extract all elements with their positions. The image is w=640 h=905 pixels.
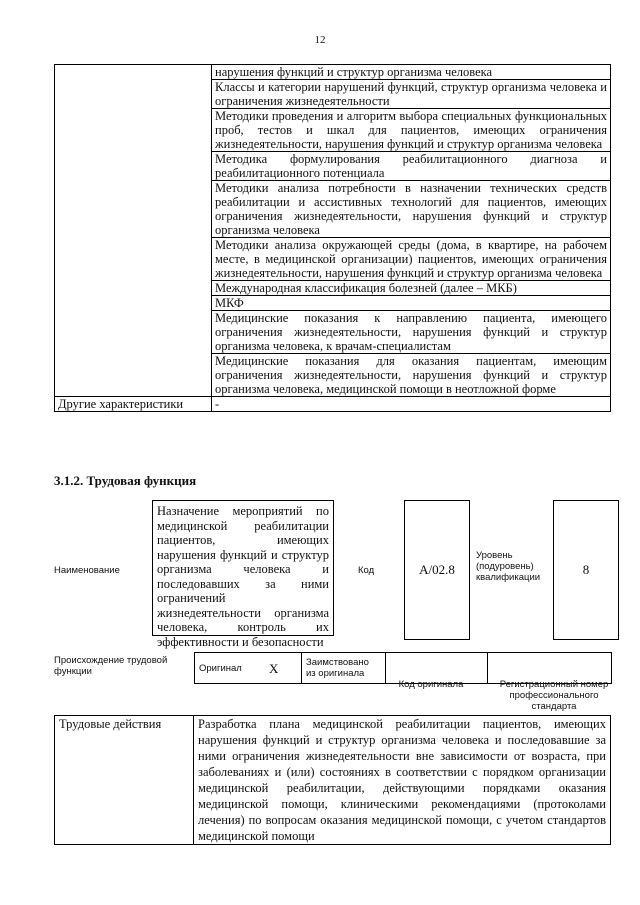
table-row: [55, 716, 611, 845]
borrowed-label: Заимствовано из оригинала: [302, 653, 386, 684]
table-cell: Методики анализа окружающей среды (дома, в квартире, на рабочем месте, в медицинской организации) пациентов, имеющих ограничения жизнедеятельности, нарушения функций и структур организма человека: [212, 238, 611, 281]
table-cell: МКФ: [212, 296, 611, 311]
table-cell: Медицинские показания к направлению пациента, имеющего ограничения жизнедеятельности, нарушения функций и структур организма человека, к врачам-специалистам: [212, 311, 611, 354]
level-label: Уровень (подуровень) квалификации: [476, 550, 541, 583]
original-code-caption: Код оригинала: [398, 679, 464, 690]
table-cell: Методики проведения и алгоритм выбора специальных функциональных проб, тестов и шкал для пациентов, имеющих ограничения жизнедеятельности, нарушения функций и структур организма человека: [212, 109, 611, 152]
level-value-box: 8: [553, 500, 619, 640]
code-value-box: А/02.8: [404, 500, 470, 640]
page-number: 12: [314, 34, 326, 46]
table-cell: Медицинские показания для оказания пациентам, имеющим ограничения жизнедеятельности, нарушения функций и структур организма человека, медицинской помощи в неотложной форме: [212, 354, 611, 397]
code-label: Код: [358, 565, 375, 576]
knowledge-table: [54, 64, 611, 412]
table-cell: Классы и категории нарушений функций, структур организма человека и ограничения жизнедеятельности: [212, 80, 611, 109]
name-label: Наименование: [54, 565, 120, 576]
table-cell: Методика формулирования реабилитационного диагноза и реабилитационного потенциала: [212, 152, 611, 181]
other-characteristics-value: -: [212, 397, 611, 412]
table-row: [55, 65, 611, 80]
table-cell: Международная классификация болезней (далее – МКБ): [212, 281, 611, 296]
table-cell: нарушения функций и структур организма человека: [212, 65, 611, 80]
left-cell-empty: [55, 65, 212, 397]
origin-label: Происхождение трудовой функции: [54, 655, 168, 677]
reg-number-caption: Регистрационный номер профессионального стандарта: [499, 679, 609, 712]
labor-actions-text: Разработка плана медицинской реабилитации пациентов, имеющих нарушения функций и структур организма человека и последовавшие за ними ограничения жизнедеятельности вне зависимости от возраста, при заболеваниях и (или) состояниях в соответствии с порядком организации медицинской реабилитации, действующими порядками оказания медицинской помощи, клиническими рекомендациями (протоколами лечения) по вопросам оказания медицинской помощи, с учетом стандартов медицинской помощи: [194, 716, 611, 845]
other-characteristics-label: Другие характеристики: [55, 397, 212, 412]
labor-actions-table: [54, 715, 611, 845]
labor-actions-label: Трудовые действия: [55, 716, 194, 845]
section-title: 3.1.2. Трудовая функция: [54, 473, 197, 488]
original-label: Оригинал: [195, 653, 266, 684]
original-mark: X: [265, 653, 302, 684]
function-name-box: Назначение мероприятий по медицинской реабилитации пациентов, имеющих нарушения функций и структур организма человека и последовавших за ними ограничений жизнедеятельности организма человека, контроль их эффективности и безопасности: [152, 500, 334, 636]
table-cell: Методики анализа потребности в назначении технических средств реабилитации и ассистивных технологий для пациентов, имеющих ограничения жизнедеятельности, нарушения функций и структур организма человека: [212, 181, 611, 238]
table-row: [55, 397, 611, 412]
